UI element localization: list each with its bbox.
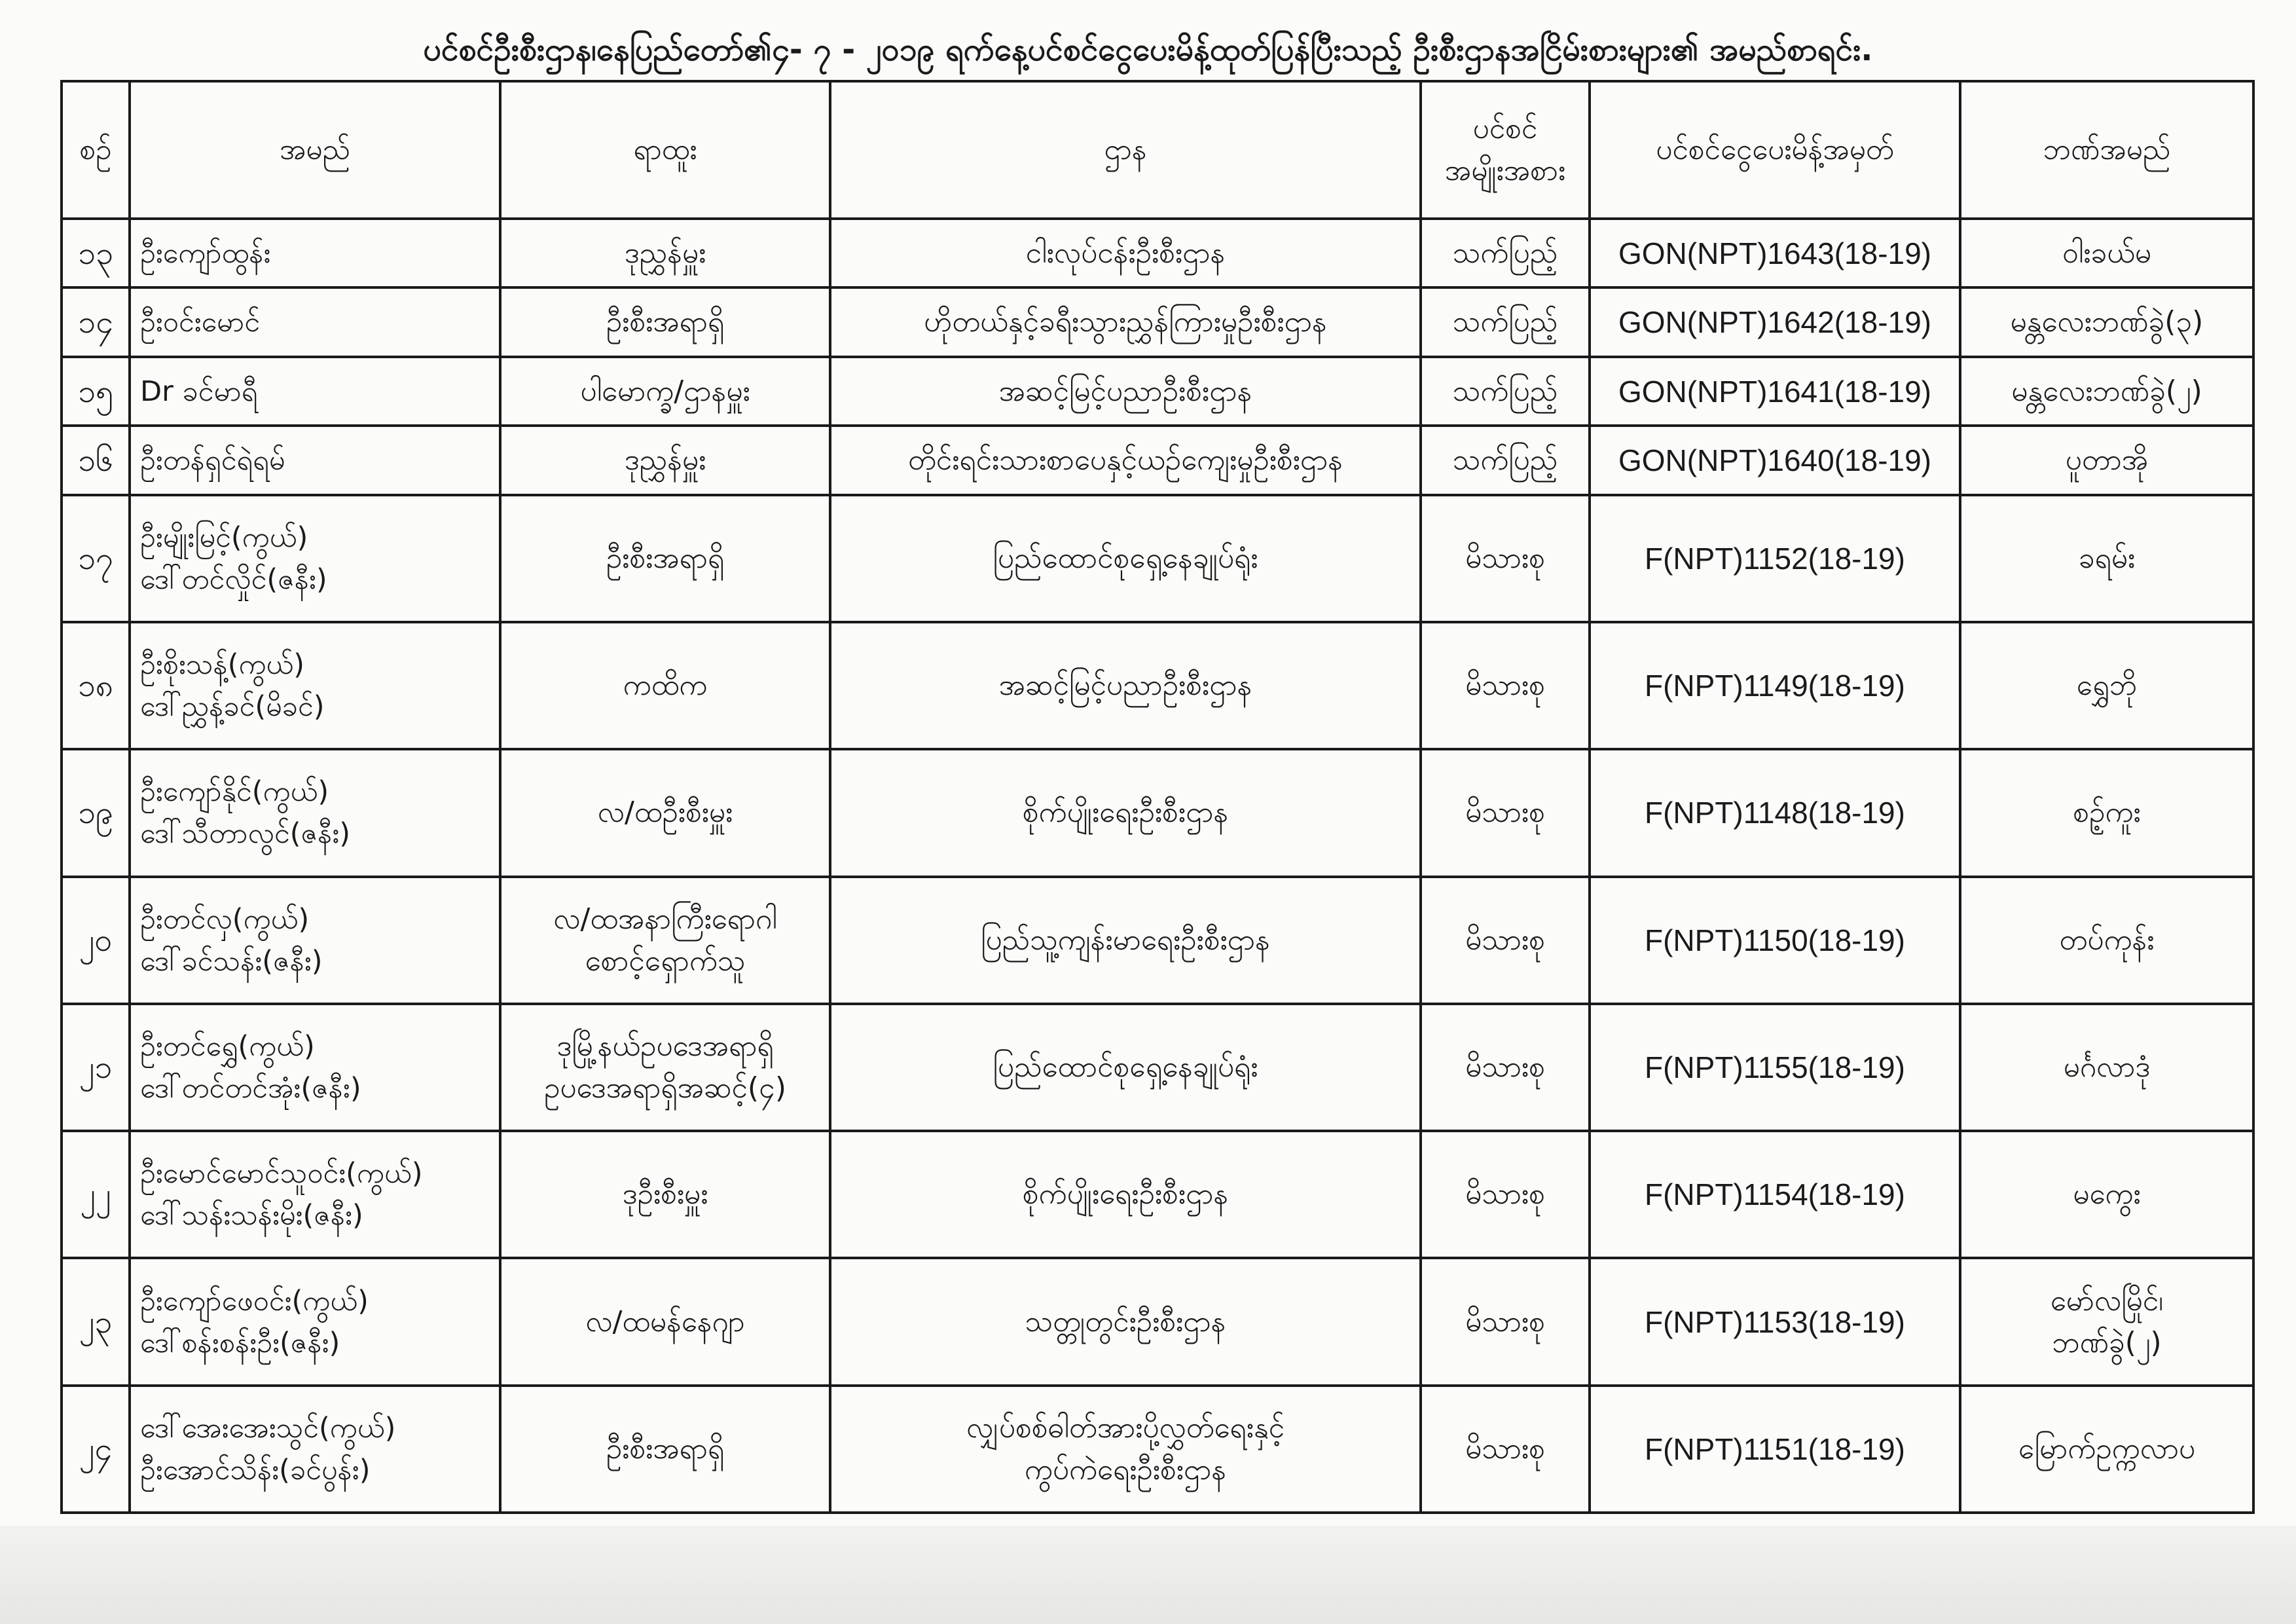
cell-rank [500, 749, 830, 876]
cell-no-text: ၁၆ [78, 442, 113, 479]
table-body [62, 219, 2253, 1513]
cell-rank-line1: ဒုမြို့နယ်ဥပဒေအရာရှိ [556, 1029, 774, 1063]
cell-pension-type-text: သက်ပြည့် [1452, 236, 1558, 270]
cell-name-line2: ဒေါ်ညွှန့်ခင်(မိခင်) [140, 690, 325, 724]
cell-order-number-text: F(NPT)1154(18-19) [1645, 1177, 1905, 1212]
cell-order-number [1590, 287, 1960, 356]
cell-order-number-text: GON(NPT)1643(18-19) [1618, 236, 1932, 270]
cell-rank [500, 1386, 830, 1513]
cell-no-text: ၂၄ [79, 1430, 113, 1467]
cell-rank-line1: ဦးစီးအရာရှိ [606, 541, 725, 575]
cell-rank-line1: ဦးစီးအရာရှိ [606, 305, 725, 339]
cell-bank [1960, 1131, 2253, 1258]
cell-department-line1: သတ္တုတွင်းဦးစီးဌာန [1025, 1304, 1226, 1338]
cell-name [130, 622, 500, 749]
table-row [62, 749, 2253, 876]
cell-bank-line1: မြောက်ဥက္ကလာပ [2018, 1431, 2196, 1466]
cell-department-line1: အဆင့်မြင့်ပညာဦးစီးဌာန [998, 669, 1252, 703]
cell-order-number [1590, 1386, 1960, 1513]
cell-rank [500, 287, 830, 356]
cell-rank-line1: လ/ထအနာကြီးရောဂါ [553, 902, 777, 936]
cell-rank-line1: ဒုညွှန်မှူး [624, 443, 706, 477]
cell-department-line1: စိုက်ပျိုးရေးဦးစီးဌာန [1022, 796, 1229, 830]
cell-name [130, 1004, 500, 1131]
cell-rank [500, 1131, 830, 1258]
cell-bank-line1: မင်္ဂလာဒုံ [2063, 1050, 2151, 1084]
cell-bank-line2: ဘဏ်ခွဲ(၂) [2052, 1325, 2162, 1359]
table-row [62, 287, 2253, 356]
cell-name-line1: ဦးမျိုးမြင့်(ကွယ်) [140, 521, 308, 554]
cell-name-line2: ဒေါ်စန်းစန်းဦး(ဇနီး) [140, 1326, 340, 1359]
cell-order-number [1590, 495, 1960, 622]
cell-bank [1960, 877, 2253, 1004]
cell-pension-type-text: သက်ပြည့် [1452, 443, 1558, 477]
cell-no [62, 749, 130, 876]
cell-name-line2: ဒေါ်တင်တင်အုံး(ဇနီး) [140, 1072, 361, 1105]
cell-department-line1: ဟိုတယ်နှင့်ခရီးသွားညွှန်ကြားမှုဦးစီးဌာန [924, 305, 1327, 339]
cell-order-number-text: GON(NPT)1640(18-19) [1618, 443, 1932, 478]
cell-department-line1: ပြည်ထောင်စုရှေ့နေချုပ်ရုံး [993, 541, 1258, 575]
cell-rank-line1: ဒုညွှန်မှူး [624, 236, 706, 270]
cell-order-number-text: F(NPT)1155(18-19) [1645, 1050, 1905, 1084]
pension-table-container [60, 80, 2252, 1514]
pension-table [60, 80, 2255, 1514]
cell-pension-type-text: မိသားစု [1465, 1177, 1545, 1211]
header-rank: ရာထူး [500, 81, 830, 219]
cell-rank-line2: ဥပဒေအရာရှိအဆင့်(၄) [543, 1071, 787, 1105]
cell-pension-type-text: မိသားစု [1465, 796, 1545, 830]
page-title: ပင်စင်ဦးစီးဌာန၊နေပြည်တော်၏၄- ၇ - ၂၀၁၉ ရက်နေ့ပင်စင်ငွေပေးမိန့်ထုတ်ပြန်ပြီးသည့် ဦးစီးဌာနအငြိမ်းစားများ၏ အမည်စာရင်း. [423, 31, 1873, 68]
cell-pension-type-text: မိသားစု [1465, 1304, 1545, 1338]
cell-name-line1: ဦးကျော်ဖေဝင်း(ကွယ်) [140, 1284, 369, 1318]
cell-bank-line1: ပူတာအို [2065, 443, 2149, 477]
cell-no [62, 426, 130, 494]
header-bank: ဘဏ်အမည် [1960, 81, 2253, 219]
header-department: ဌာန [830, 81, 1421, 219]
cell-name-line2: ဒေါ်ခင်သန်း(ဇနီး) [140, 944, 323, 978]
cell-rank-line1: ဦးစီးအရာရှိ [606, 1431, 725, 1466]
cell-name-line1: Dr ခင်မာရီ [140, 375, 258, 408]
cell-no-text: ၂၀ [79, 921, 113, 959]
cell-name-line1: ဦးကျော်နိုင်(ကွယ်) [140, 775, 329, 809]
cell-department [830, 357, 1421, 426]
cell-no-text: ၁၇ [78, 540, 113, 577]
cell-name-line1: ဦးတင်လှ(ကွယ်) [140, 902, 310, 936]
cell-name-line1: ဦးစိုးသန့်(ကွယ်) [140, 648, 305, 682]
cell-rank [500, 357, 830, 426]
cell-no-text: ၁၃ [78, 234, 113, 272]
cell-pension-type [1421, 622, 1590, 749]
cell-no-text: ၂၂ [80, 1176, 111, 1213]
cell-no [62, 877, 130, 1004]
table-row [62, 1004, 2253, 1131]
cell-bank-line1: ဝါးခယ်မ [2062, 236, 2152, 270]
table-row [62, 622, 2253, 749]
cell-bank-line1: မန္တလေးဘဏ်ခွဲ(၃) [2010, 305, 2204, 339]
cell-bank-line1: တပ်ကုန်း [2059, 923, 2155, 957]
cell-name [130, 287, 500, 356]
cell-name [130, 426, 500, 494]
cell-no [62, 495, 130, 622]
cell-order-number [1590, 426, 1960, 494]
header-order-number: ပင်စင်ငွေပေးမိန့်အမှတ် [1590, 81, 1960, 219]
cell-rank-line2: စောင့်ရှောက်သူ [585, 944, 746, 978]
cell-no [62, 357, 130, 426]
cell-order-number-text: F(NPT)1151(18-19) [1645, 1431, 1905, 1466]
cell-rank [500, 1258, 830, 1385]
table-row [62, 1131, 2253, 1258]
cell-department [830, 1258, 1421, 1385]
cell-rank-line1: လ/ထဦးစီးမှူး [597, 796, 733, 830]
cell-department [830, 426, 1421, 494]
cell-name-line1: ဦးမောင်မောင်သူဝင်း(ကွယ်) [140, 1157, 423, 1190]
table-row [62, 495, 2253, 622]
cell-pension-type-text: မိသားစု [1465, 669, 1545, 703]
cell-pension-type [1421, 1004, 1590, 1131]
cell-no-text: ၁၈ [77, 667, 114, 705]
cell-bank-line1: စဉ့်ကူး [2073, 796, 2141, 830]
cell-no-text: ၁၉ [78, 794, 113, 832]
cell-rank [500, 495, 830, 622]
cell-bank-line1: ခရမ်း [2078, 541, 2136, 575]
cell-bank [1960, 357, 2253, 426]
cell-order-number [1590, 1004, 1960, 1131]
cell-order-number [1590, 357, 1960, 426]
cell-name-line1: ဦးကျော်ထွန်း [140, 236, 271, 270]
cell-rank [500, 1004, 830, 1131]
cell-no-text: ၂၃ [79, 1303, 113, 1340]
cell-rank-line1: ကထိက [623, 669, 708, 703]
cell-department-line1: စိုက်ပျိုးရေးဦးစီးဌာန [1022, 1177, 1229, 1211]
cell-order-number [1590, 749, 1960, 876]
cell-name [130, 357, 500, 426]
cell-name [130, 749, 500, 876]
cell-rank [500, 622, 830, 749]
cell-order-number-text: F(NPT)1149(18-19) [1645, 669, 1905, 703]
cell-rank-line1: လ/ထမန်နေဂျာ [585, 1304, 745, 1338]
cell-name-line1: ဦးတင်ရွှေ(ကွယ်) [140, 1030, 315, 1063]
scan-bottom-margin [0, 1526, 2296, 1624]
cell-bank-line1: မော်လမြိုင်၊ [2050, 1283, 2164, 1318]
cell-order-number [1590, 1131, 1960, 1258]
cell-pension-type [1421, 877, 1590, 1004]
cell-name-line2: ဦးအောင်သိန်း(ခင်ပွန်း) [140, 1453, 371, 1486]
cell-pension-type [1421, 426, 1590, 494]
cell-department [830, 877, 1421, 1004]
cell-department-line1: ပြည်သူ့ကျန်းမာရေးဦးစီးဌာန [981, 923, 1270, 957]
cell-department [830, 1386, 1421, 1513]
cell-order-number [1590, 219, 1960, 287]
cell-department [830, 287, 1421, 356]
cell-pension-type-text: မိသားစု [1465, 1431, 1545, 1466]
cell-pension-type [1421, 287, 1590, 356]
header-name: အမည် [130, 81, 500, 219]
cell-bank [1960, 1258, 2253, 1385]
cell-rank [500, 877, 830, 1004]
cell-pension-type [1421, 495, 1590, 622]
cell-pension-type [1421, 1386, 1590, 1513]
cell-order-number-text: F(NPT)1153(18-19) [1645, 1304, 1905, 1339]
cell-order-number-text: F(NPT)1148(18-19) [1645, 796, 1905, 830]
cell-department [830, 749, 1421, 876]
cell-bank [1960, 622, 2253, 749]
cell-no [62, 1004, 130, 1131]
cell-no-text: ၂၁ [79, 1049, 113, 1086]
cell-name-line1: ဒေါ်အေးအေးသွင်(ကွယ်) [140, 1411, 396, 1445]
cell-no [62, 622, 130, 749]
cell-pension-type [1421, 357, 1590, 426]
cell-pension-type [1421, 219, 1590, 287]
table-row [62, 877, 2253, 1004]
cell-pension-type-text: သက်ပြည့် [1452, 305, 1558, 339]
cell-name-line1: ဦးတန်ရှင်ရဲရမ် [140, 444, 285, 477]
table-row [62, 1258, 2253, 1385]
cell-name [130, 1258, 500, 1385]
cell-bank-line1: ရွှေဘို [2076, 669, 2138, 703]
cell-bank [1960, 219, 2253, 287]
cell-name-line1: ဦးဝင်းမောင် [140, 306, 261, 339]
header-pension-type-line2: အမျိုးအစား [1444, 154, 1566, 187]
cell-bank [1960, 1004, 2253, 1131]
cell-name-line2: ဒေါ်သီတာလွင်(ဇနီး) [140, 817, 351, 851]
cell-no [62, 1258, 130, 1385]
cell-name [130, 495, 500, 622]
cell-rank-line1: ပါမောက္ခ/ဌာနမှူး [580, 374, 750, 408]
header-pension-type-line1: ပင်စင် [1472, 112, 1538, 145]
cell-department [830, 495, 1421, 622]
cell-bank [1960, 426, 2253, 494]
cell-rank-line1: ဒုဦးစီးမှူး [622, 1177, 708, 1211]
cell-department [830, 1004, 1421, 1131]
cell-pension-type-text: မိသားစု [1465, 541, 1545, 575]
cell-department [830, 1131, 1421, 1258]
cell-department [830, 219, 1421, 287]
cell-pension-type-text: သက်ပြည့် [1452, 374, 1558, 408]
header-pension-type [1421, 81, 1590, 219]
cell-order-number [1590, 877, 1960, 1004]
cell-department-line2: ကွပ်ကဲရေးဦးစီးဌာန [1024, 1452, 1227, 1486]
cell-department [830, 622, 1421, 749]
cell-bank [1960, 1386, 2253, 1513]
cell-pension-type [1421, 749, 1590, 876]
cell-no-text: ၁၅ [78, 373, 113, 410]
cell-no [62, 219, 130, 287]
cell-name-line2: ဒေါ်တင်လှိုင်(ဇနီး) [140, 563, 327, 596]
cell-bank [1960, 495, 2253, 622]
cell-pension-type-text: မိသားစု [1465, 923, 1545, 957]
cell-department-line1: တိုင်းရင်းသားစာပေနှင့်ယဉ်ကျေးမှုဦးစီးဌာန [907, 443, 1343, 477]
cell-bank [1960, 749, 2253, 876]
cell-no [62, 1386, 130, 1513]
cell-name-line2: ဒေါ်သန်းသန်းမိုး(ဇနီး) [140, 1199, 363, 1232]
cell-bank [1960, 287, 2253, 356]
cell-pension-type [1421, 1258, 1590, 1385]
cell-department-line1: ငါးလုပ်ငန်းဦးစီးဌာန [1025, 236, 1226, 270]
cell-department-line1: အဆင့်မြင့်ပညာဦးစီးဌာန [998, 374, 1252, 408]
cell-name [130, 1131, 500, 1258]
table-row [62, 219, 2253, 287]
cell-department-line1: ပြည်ထောင်စုရှေ့နေချုပ်ရုံး [993, 1050, 1258, 1084]
cell-rank [500, 426, 830, 494]
table-row [62, 426, 2253, 494]
cell-bank-line1: မန္တလေးဘဏ်ခွဲ(၂) [2011, 374, 2202, 408]
cell-no [62, 287, 130, 356]
table-row [62, 357, 2253, 426]
header-no: စဉ် [62, 81, 130, 219]
cell-pension-type-text: မိသားစု [1465, 1050, 1545, 1084]
cell-order-number-text: F(NPT)1150(18-19) [1645, 923, 1905, 957]
cell-bank-line1: မကွေး [2073, 1177, 2141, 1211]
cell-rank [500, 219, 830, 287]
cell-order-number [1590, 1258, 1960, 1385]
cell-order-number-text: GON(NPT)1642(18-19) [1618, 305, 1932, 340]
cell-name [130, 877, 500, 1004]
cell-order-number-text: F(NPT)1152(18-19) [1645, 541, 1905, 576]
cell-order-number [1590, 622, 1960, 749]
table-row [62, 1386, 2253, 1513]
cell-no [62, 1131, 130, 1258]
cell-order-number-text: GON(NPT)1641(18-19) [1618, 374, 1932, 409]
cell-name [130, 219, 500, 287]
cell-no-text: ၁၄ [78, 304, 113, 341]
table-header-row [62, 81, 2253, 219]
cell-pension-type [1421, 1131, 1590, 1258]
cell-department-line1: လျှပ်စစ်ဓါတ်အားပို့လွှတ်ရေးနှင့် [966, 1411, 1285, 1445]
cell-name [130, 1386, 500, 1513]
